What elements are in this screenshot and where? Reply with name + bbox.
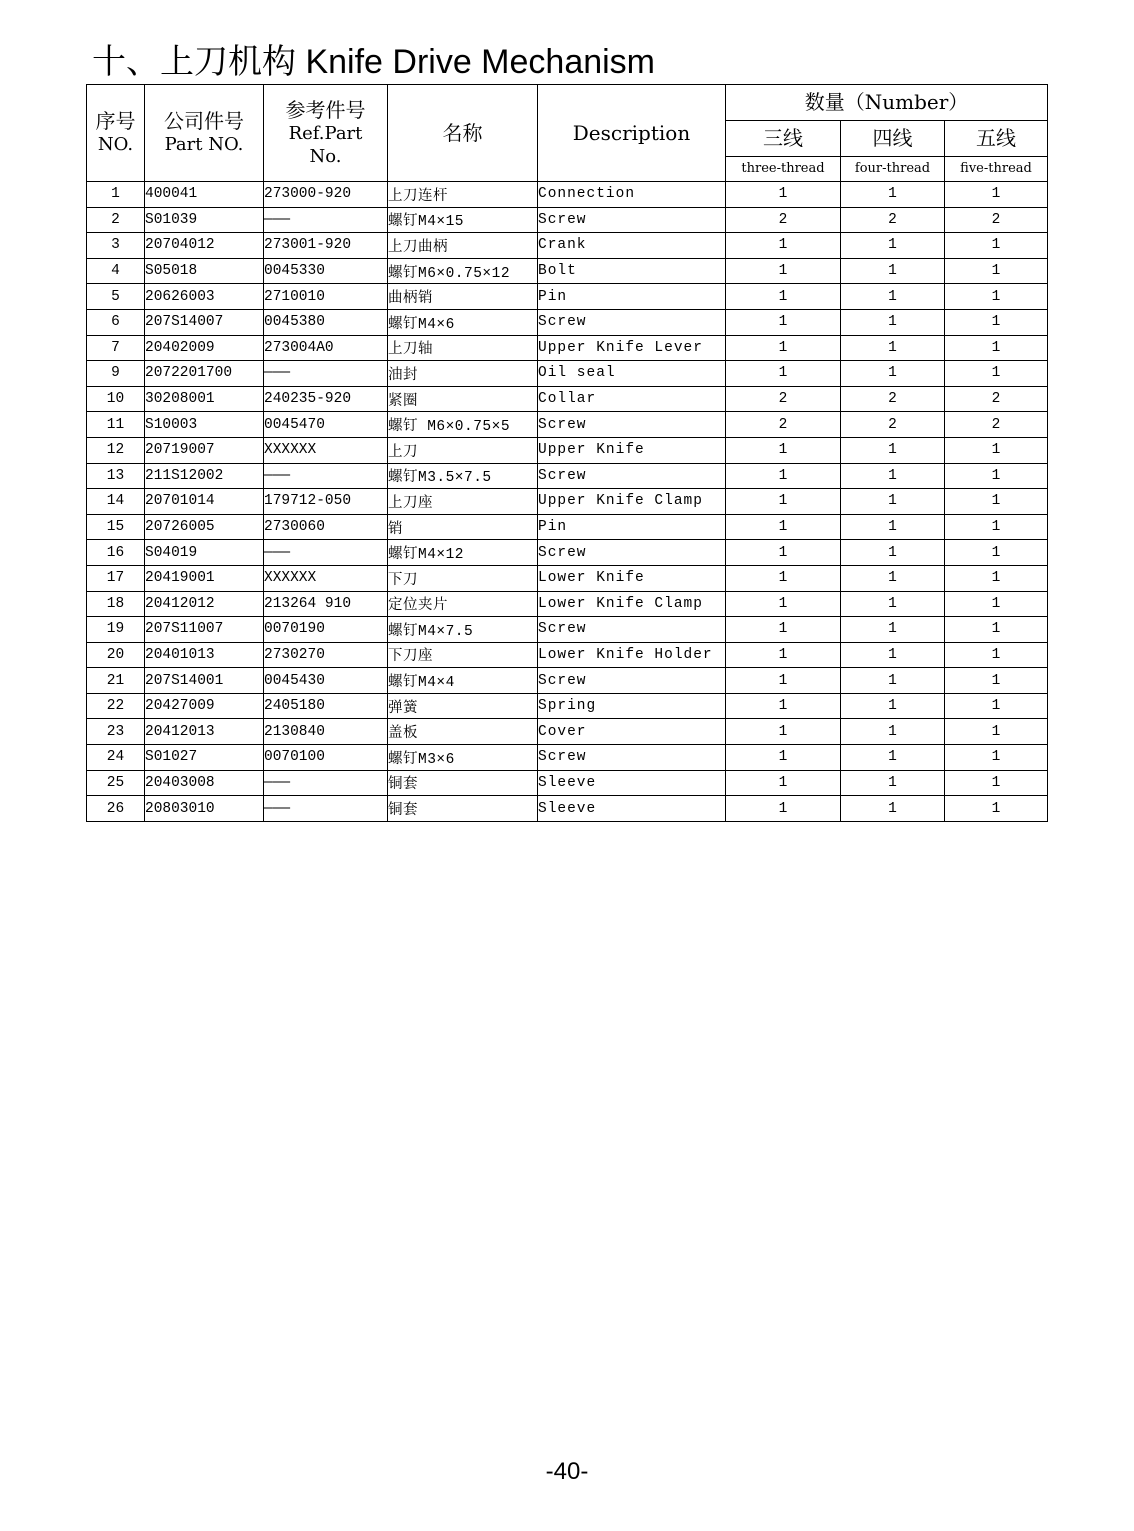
qty-five-thread: 1	[945, 335, 1048, 361]
part-name: 油封	[388, 361, 538, 387]
part-name: 螺钉M4×4	[388, 668, 538, 694]
part-description: Lower Knife Holder	[538, 642, 726, 668]
ref-part-number: ———	[264, 207, 388, 233]
row-number: 12	[87, 437, 145, 463]
part-name: 螺钉M4×12	[388, 540, 538, 566]
part-name: 曲柄销	[388, 284, 538, 310]
row-number: 2	[87, 207, 145, 233]
part-number: 20401013	[145, 642, 264, 668]
part-name: 螺钉M3×6	[388, 745, 538, 771]
ref-part-number: 0045380	[264, 309, 388, 335]
qty-five-thread: 1	[945, 361, 1048, 387]
row-number: 20	[87, 642, 145, 668]
row-number: 18	[87, 591, 145, 617]
part-number: 20803010	[145, 796, 264, 822]
qty-four-thread: 1	[841, 617, 945, 643]
part-name: 弹簧	[388, 693, 538, 719]
table-row	[87, 182, 1048, 208]
part-number: 400041	[145, 182, 264, 208]
header-part-en: Part NO.	[164, 134, 244, 156]
part-description: Lower Knife	[538, 565, 726, 591]
qty-three-thread: 1	[726, 693, 841, 719]
header-ref-en-1: Ref.Part	[288, 123, 363, 144]
part-name: 上刀轴	[388, 335, 538, 361]
table-row	[87, 437, 1048, 463]
qty-three-thread: 1	[726, 361, 841, 387]
part-number: S04019	[145, 540, 264, 566]
row-number: 3	[87, 233, 145, 259]
qty-three-thread: 1	[726, 668, 841, 694]
ref-part-number: ———	[264, 796, 388, 822]
table-row	[87, 258, 1048, 284]
table-row	[87, 693, 1048, 719]
part-number: 20402009	[145, 335, 264, 361]
ref-part-number: 273004A0	[264, 335, 388, 361]
part-number: 20412012	[145, 591, 264, 617]
qty-three-thread: 1	[726, 770, 841, 796]
part-name: 螺钉M3.5×7.5	[388, 463, 538, 489]
qty-five-thread: 1	[945, 745, 1048, 771]
qty-four-thread: 1	[841, 284, 945, 310]
table-row	[87, 386, 1048, 412]
row-number: 19	[87, 617, 145, 643]
row-number: 13	[87, 463, 145, 489]
ref-part-number: 2710010	[264, 284, 388, 310]
part-description: Screw	[538, 463, 726, 489]
qty-five-thread: 1	[945, 770, 1048, 796]
header-five-thread-en: five-thread	[945, 157, 1048, 182]
part-name: 螺钉M6×0.75×12	[388, 258, 538, 284]
header-name: 名称	[388, 85, 538, 182]
part-description: Screw	[538, 540, 726, 566]
qty-three-thread: 1	[726, 463, 841, 489]
qty-five-thread: 1	[945, 617, 1048, 643]
header-seq-no	[87, 85, 145, 182]
part-number: S01039	[145, 207, 264, 233]
qty-four-thread: 2	[841, 386, 945, 412]
table-row	[87, 335, 1048, 361]
qty-three-thread: 1	[726, 591, 841, 617]
ref-part-number: XXXXXX	[264, 437, 388, 463]
qty-five-thread: 1	[945, 233, 1048, 259]
qty-four-thread: 1	[841, 770, 945, 796]
qty-four-thread: 1	[841, 309, 945, 335]
qty-four-thread: 1	[841, 693, 945, 719]
table-row	[87, 796, 1048, 822]
part-name: 上刀座	[388, 489, 538, 515]
part-name: 上刀曲柄	[388, 233, 538, 259]
part-description: Pin	[538, 284, 726, 310]
part-number: 20704012	[145, 233, 264, 259]
part-description: Screw	[538, 745, 726, 771]
qty-five-thread: 1	[945, 693, 1048, 719]
qty-four-thread: 1	[841, 514, 945, 540]
qty-three-thread: 1	[726, 437, 841, 463]
part-number: 20419001	[145, 565, 264, 591]
qty-three-thread: 2	[726, 207, 841, 233]
part-description: Sleeve	[538, 796, 726, 822]
header-three-thread-en: three-thread	[726, 157, 841, 182]
header-four-thread-cn: 四线	[841, 121, 945, 157]
part-name: 销	[388, 514, 538, 540]
table-row	[87, 514, 1048, 540]
page-number: -40-	[545, 1458, 589, 1485]
part-description: Screw	[538, 617, 726, 643]
qty-five-thread: 1	[945, 514, 1048, 540]
qty-three-thread: 1	[726, 796, 841, 822]
part-description: Bolt	[538, 258, 726, 284]
qty-three-thread: 1	[726, 489, 841, 515]
qty-three-thread: 1	[726, 642, 841, 668]
qty-five-thread: 1	[945, 796, 1048, 822]
row-number: 21	[87, 668, 145, 694]
ref-part-number: ———	[264, 770, 388, 796]
row-number: 23	[87, 719, 145, 745]
part-number: 20701014	[145, 489, 264, 515]
part-number: S01027	[145, 745, 264, 771]
part-number: S10003	[145, 412, 264, 438]
part-number: 207S14007	[145, 309, 264, 335]
qty-five-thread: 1	[945, 284, 1048, 310]
qty-five-thread: 1	[945, 591, 1048, 617]
part-description: Spring	[538, 693, 726, 719]
header-quantity: 数量（Number）	[726, 85, 1048, 121]
row-number: 1	[87, 182, 145, 208]
part-description: Crank	[538, 233, 726, 259]
table-row	[87, 361, 1048, 387]
part-description: Screw	[538, 207, 726, 233]
part-description: Pin	[538, 514, 726, 540]
qty-five-thread: 1	[945, 258, 1048, 284]
table-row	[87, 309, 1048, 335]
part-description: Lower Knife Clamp	[538, 591, 726, 617]
qty-five-thread: 1	[945, 182, 1048, 208]
ref-part-number: 273000-920	[264, 182, 388, 208]
part-number: 30208001	[145, 386, 264, 412]
part-number: 211S12002	[145, 463, 264, 489]
row-number: 14	[87, 489, 145, 515]
qty-four-thread: 1	[841, 642, 945, 668]
row-number: 22	[87, 693, 145, 719]
ref-part-number: ———	[264, 540, 388, 566]
part-description: Upper Knife Lever	[538, 335, 726, 361]
qty-five-thread: 1	[945, 668, 1048, 694]
part-description: Screw	[538, 668, 726, 694]
header-ref-en-2: No.	[309, 145, 342, 167]
qty-five-thread: 1	[945, 489, 1048, 515]
ref-part-number: ———	[264, 463, 388, 489]
part-number: 20403008	[145, 770, 264, 796]
header-part-no	[145, 85, 264, 182]
qty-four-thread: 1	[841, 668, 945, 694]
table-row	[87, 745, 1048, 771]
row-number: 26	[87, 796, 145, 822]
part-description: Sleeve	[538, 770, 726, 796]
qty-four-thread: 1	[841, 335, 945, 361]
qty-four-thread: 1	[841, 463, 945, 489]
row-number: 7	[87, 335, 145, 361]
part-number: S05018	[145, 258, 264, 284]
ref-part-number: 2730060	[264, 514, 388, 540]
ref-part-number: 2130840	[264, 719, 388, 745]
qty-four-thread: 1	[841, 591, 945, 617]
ref-part-number: 0045430	[264, 668, 388, 694]
qty-three-thread: 1	[726, 540, 841, 566]
part-name: 上刀连杆	[388, 182, 538, 208]
ref-part-number: 0070190	[264, 617, 388, 643]
ref-part-number: 0070100	[264, 745, 388, 771]
qty-three-thread: 1	[726, 258, 841, 284]
ref-part-number: 240235-920	[264, 386, 388, 412]
table-row	[87, 565, 1048, 591]
part-description: Upper Knife	[538, 437, 726, 463]
part-number: 20626003	[145, 284, 264, 310]
part-name: 螺钉M4×15	[388, 207, 538, 233]
part-name: 盖板	[388, 719, 538, 745]
qty-three-thread: 1	[726, 719, 841, 745]
part-name: 紧圈	[388, 386, 538, 412]
header-seq-en: NO.	[97, 134, 134, 156]
part-description: Connection	[538, 182, 726, 208]
qty-four-thread: 1	[841, 361, 945, 387]
qty-five-thread: 1	[945, 309, 1048, 335]
ref-part-number: 2730270	[264, 642, 388, 668]
qty-three-thread: 1	[726, 309, 841, 335]
header-ref-part-no	[264, 85, 388, 182]
qty-five-thread: 1	[945, 565, 1048, 591]
qty-four-thread: 1	[841, 437, 945, 463]
qty-three-thread: 1	[726, 233, 841, 259]
row-number: 15	[87, 514, 145, 540]
table-row	[87, 540, 1048, 566]
qty-five-thread: 2	[945, 207, 1048, 233]
row-number: 6	[87, 309, 145, 335]
table-row	[87, 617, 1048, 643]
qty-four-thread: 1	[841, 565, 945, 591]
qty-five-thread: 1	[945, 540, 1048, 566]
row-number: 24	[87, 745, 145, 771]
ref-part-number: 0045470	[264, 412, 388, 438]
part-name: 下刀座	[388, 642, 538, 668]
table-row	[87, 591, 1048, 617]
table-row	[87, 642, 1048, 668]
qty-five-thread: 1	[945, 719, 1048, 745]
header-ref-cn: 参考件号	[285, 98, 366, 122]
ref-part-number: 213264 910	[264, 591, 388, 617]
header-five-thread-cn: 五线	[945, 121, 1048, 157]
qty-five-thread: 1	[945, 642, 1048, 668]
table-row	[87, 207, 1048, 233]
qty-four-thread: 2	[841, 412, 945, 438]
row-number: 16	[87, 540, 145, 566]
ref-part-number: 273001-920	[264, 233, 388, 259]
part-description: Upper Knife Clamp	[538, 489, 726, 515]
row-number: 10	[87, 386, 145, 412]
qty-four-thread: 1	[841, 796, 945, 822]
row-number: 4	[87, 258, 145, 284]
qty-five-thread: 2	[945, 412, 1048, 438]
qty-three-thread: 2	[726, 412, 841, 438]
part-description: Oil seal	[538, 361, 726, 387]
qty-three-thread: 1	[726, 565, 841, 591]
part-name: 铜套	[388, 770, 538, 796]
parts-table	[86, 84, 1048, 822]
ref-part-number: ———	[264, 361, 388, 387]
part-number: 207S14001	[145, 668, 264, 694]
table-row	[87, 489, 1048, 515]
qty-four-thread: 1	[841, 489, 945, 515]
qty-three-thread: 2	[726, 386, 841, 412]
part-name: 定位夹片	[388, 591, 538, 617]
qty-three-thread: 1	[726, 514, 841, 540]
qty-four-thread: 1	[841, 182, 945, 208]
header-description: Description	[538, 85, 726, 182]
qty-five-thread: 2	[945, 386, 1048, 412]
part-name: 上刀	[388, 437, 538, 463]
qty-five-thread: 1	[945, 463, 1048, 489]
part-name: 螺钉 M6×0.75×5	[388, 412, 538, 438]
table-header	[87, 85, 1048, 182]
header-part-cn: 公司件号	[164, 109, 244, 134]
part-number: 20726005	[145, 514, 264, 540]
table-row	[87, 770, 1048, 796]
header-four-thread-en: four-thread	[841, 157, 945, 182]
table-row	[87, 719, 1048, 745]
qty-five-thread: 1	[945, 437, 1048, 463]
table-row	[87, 463, 1048, 489]
part-name: 螺钉M4×6	[388, 309, 538, 335]
table-body	[87, 182, 1048, 822]
part-description: Screw	[538, 412, 726, 438]
part-number: 2072201700	[145, 361, 264, 387]
page-title: 十、上刀机构 Knife Drive Mechanism	[92, 43, 656, 81]
ref-part-number: XXXXXX	[264, 565, 388, 591]
ref-part-number: 0045330	[264, 258, 388, 284]
table-row	[87, 233, 1048, 259]
qty-three-thread: 1	[726, 745, 841, 771]
part-name: 下刀	[388, 565, 538, 591]
part-number: 207S11007	[145, 617, 264, 643]
row-number: 25	[87, 770, 145, 796]
ref-part-number: 2405180	[264, 693, 388, 719]
qty-three-thread: 1	[726, 182, 841, 208]
part-number: 20719007	[145, 437, 264, 463]
part-description: Cover	[538, 719, 726, 745]
part-number: 20412013	[145, 719, 264, 745]
qty-four-thread: 1	[841, 719, 945, 745]
qty-four-thread: 1	[841, 233, 945, 259]
row-number: 17	[87, 565, 145, 591]
qty-four-thread: 1	[841, 540, 945, 566]
qty-three-thread: 1	[726, 284, 841, 310]
part-description: Screw	[538, 309, 726, 335]
part-description: Collar	[538, 386, 726, 412]
qty-four-thread: 2	[841, 207, 945, 233]
row-number: 9	[87, 361, 145, 387]
part-name: 铜套	[388, 796, 538, 822]
row-number: 11	[87, 412, 145, 438]
qty-three-thread: 1	[726, 335, 841, 361]
header-seq-cn: 序号	[95, 109, 136, 134]
table-row	[87, 284, 1048, 310]
row-number: 5	[87, 284, 145, 310]
part-number: 20427009	[145, 693, 264, 719]
qty-four-thread: 1	[841, 745, 945, 771]
part-name: 螺钉M4×7.5	[388, 617, 538, 643]
header-three-thread-cn: 三线	[726, 121, 841, 157]
table-row	[87, 668, 1048, 694]
ref-part-number: 179712-050	[264, 489, 388, 515]
qty-four-thread: 1	[841, 258, 945, 284]
qty-three-thread: 1	[726, 617, 841, 643]
table-row	[87, 412, 1048, 438]
